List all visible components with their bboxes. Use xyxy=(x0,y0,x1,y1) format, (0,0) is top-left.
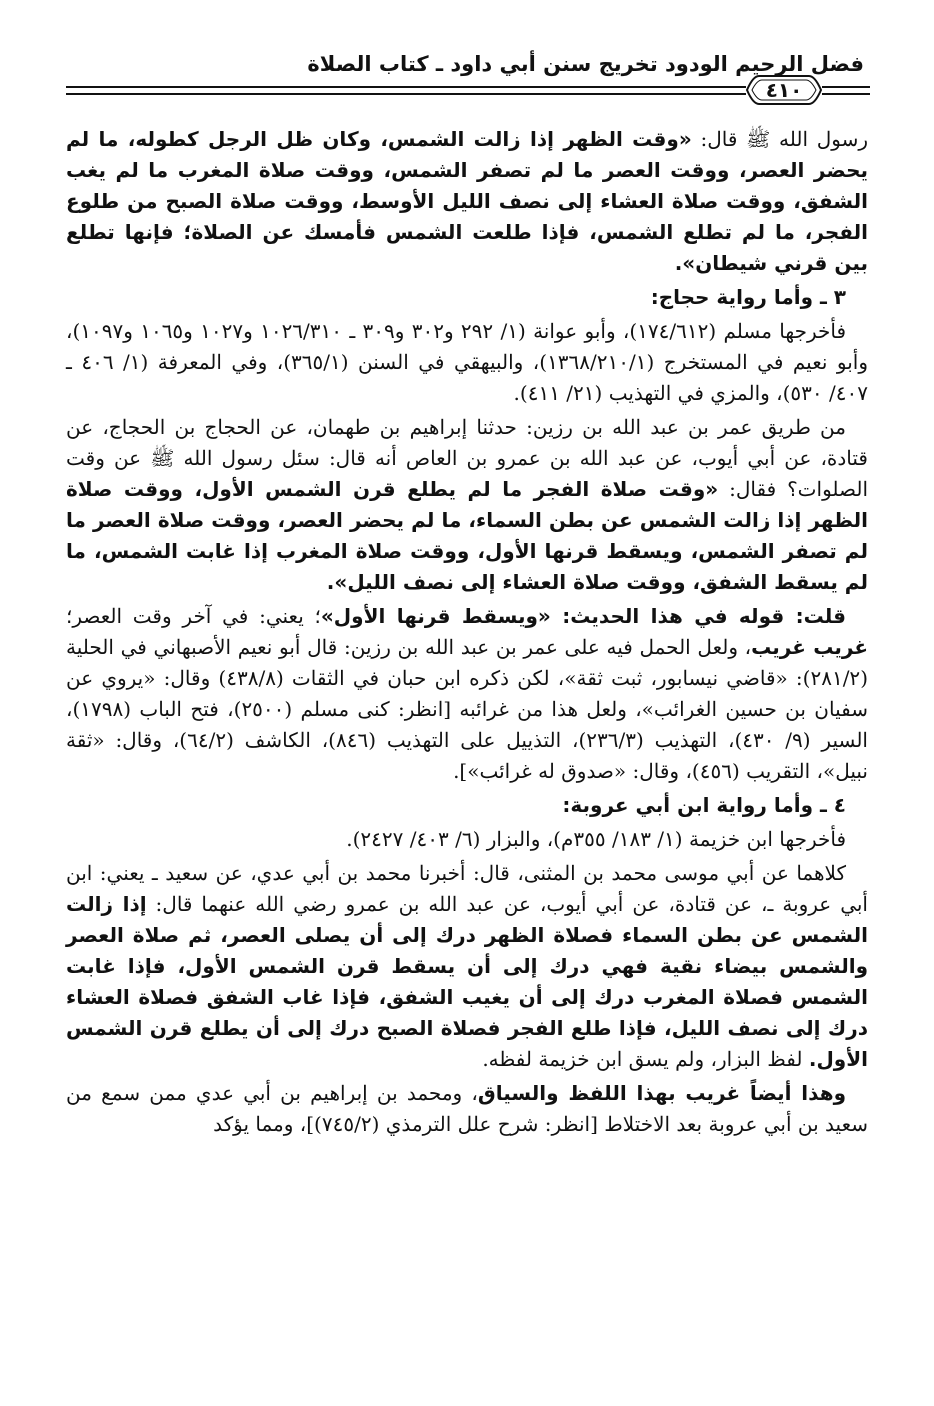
paragraph-isnad-hajjaj xyxy=(66,412,868,598)
commentary-lead: قلت: قوله في هذا الحديث: «ويسقط قرنها الأول» xyxy=(320,604,846,628)
paragraph-hadith-text xyxy=(66,124,868,279)
paragraph-text: ، ولعل الحمل فيه على عمر بن عبد الله بن رزين: قال أبو نعيم الأصبهاني في الحلية (٢٨١/٢): «قاضي نيسابور، ثبت ثقة»، لكن ذكره ابن حبان في الثقات (٤٣٨/٨) وقال: «يروي عن سفيان بن حسين الغرائب»، ولعل هذا من غرائبه [انظر: كنى مسلم (٢٥٠٠)، فتح الباب (١٧٩٨)، السير (٩/ ٤٣٠)، التهذيب (٢٣٦/٣)، التذييل على التهذيب (٨٤٦)، الكاشف (٦٤/٢)، وقال: «ثقة نبيل»، التقريب (٤٥٦)، وقال: «صدوق له غرائب»]. xyxy=(66,635,868,783)
hadith-quote: «وقت صلاة الفجر ما لم يطلع قرن الشمس الأول، ووقت صلاة الظهر إذا زالت الشمس عن بطن السماء، ما لم يحضر العصر، ووقت صلاة العصر ما لم تصفر الشمس، ويسقط قرنها الأول، ووقت صلاة المغرب إذا غابت الشمس، ما لم يسقط الشفق، ووقت صلاة العشاء إلى نصف الليل». xyxy=(66,477,868,594)
page-number-badge xyxy=(745,73,823,107)
section-heading-ibn-abi-aruba: ٤ ـ وأما رواية ابن أبي عروبة: xyxy=(562,793,846,817)
paragraph-isnad-ibn-abi-aruba xyxy=(66,858,868,1075)
paragraph-takhrij-hajjaj: فأخرجها مسلم (١٧٤/٦١٢)، وأبو عوانة (١/ ٢٩٢ و٣٠٢ و٣٠٩ ـ ١٠٢٦/٣١٠ و١٠٢٧ و١٠٦٥ و١٠٩٧)، وأبو نعيم في المستخرج (١٣٦٨/٢١٠/١)، والبيهقي في السنن (٣٦٥/١)، وفي المعرفة (١/ ٤٠٦ ـ ٤٠٧/ ٥٣٠)، والمزي في التهذيب (٢١/ ٤١١). xyxy=(66,319,868,405)
athar-quote: إذا زالت الشمس عن بطن السماء فصلاة الظهر درك إلى أن يصلى العصر، ثم صلاة العصر والشمس بيضاء نقية فهي درك إلى أن يسقط قرن الشمس الأول، فإذا غابت الشمس فصلاة المغرب درك إلى أن يغيب الشفق، فإذا غاب الشفق فصلاة العشاء درك إلى نصف الليل، فإذا طلع الفجر فصلاة الصبح درك إلى أن يطلع قرن الشمس الأول. xyxy=(66,892,868,1071)
commentary-verdict: وهذا أيضاً غريب بهذا اللفظ والسياق xyxy=(477,1081,847,1105)
header-rule-top xyxy=(66,86,746,88)
header-rule-bottom xyxy=(66,93,746,95)
commentary-verdict: غريب غريب xyxy=(751,635,868,659)
paragraph-text: من طريق عمر بن عبد الله بن رزين: حدثنا إبراهيم بن طهمان، عن الحجاج بن الحجاج، عن قتادة، عن أبي أيوب، عن عبد الله بن عمرو بن العاص أنه قال: سئل رسول الله ﷺ عن وقت الصلوات؟ فقال: xyxy=(66,415,869,501)
paragraph-text: كلاهما عن أبي موسى محمد بن المثنى، قال: أخبرنا محمد بن أبي عدي، عن سعيد ـ يعني: ابن أبي عروبة ـ، عن قتادة، عن أبي أيوب، عن عبد الله بن عمرو رضي الله عنهما قال: xyxy=(66,861,868,916)
paragraph-text: لفظ البزار، ولم يسق ابن خزيمة لفظه. xyxy=(482,1047,809,1071)
paragraph-final-commentary xyxy=(66,1078,868,1140)
section-heading-hajjaj: ٣ ـ وأما رواية حجاج: xyxy=(650,285,846,309)
paragraph-text: ؛ يعني: في آخر وقت العصر؛ xyxy=(66,604,321,628)
paragraph-text: ، ومحمد بن إبراهيم بن أبي عدي ممن سمع من سعيد بن أبي عروبة بعد الاختلاط [انظر: شرح علل الترمذي (٧٤٥/٢)]، ومما يؤكد xyxy=(66,1081,868,1136)
page-number: ٤١٠ xyxy=(765,78,803,102)
paragraph-commentary xyxy=(66,601,868,787)
running-header-title: فضل الرحيم الودود تخريج سنن أبي داود ـ كتاب الصلاة xyxy=(307,52,864,76)
paragraph-takhrij-ibn-abi-aruba: فأخرجها ابن خزيمة (١/ ١٨٣/ ٣٥٥م)، والبزار (٦/ ٤٠٣/ ٢٤٢٧). xyxy=(346,827,846,851)
hadith-quote: «وقت الظهر إذا زالت الشمس، وكان ظل الرجل كطوله، ما لم يحضر العصر، ووقت العصر ما لم تصفر الشمس، ووقت صلاة المغرب ما لم يغب الشفق، ووقت صلاة العشاء إلى نصف الليل الأوسط، ووقت صلاة الصبح من طلوع الفجر، ما لم تطلع الشمس، فإذا طلعت الشمس فأمسك عن الصلاة؛ فإنها تطلع بين قرني شيطان». xyxy=(66,127,868,275)
paragraph-text: رسول الله ﷺ قال: xyxy=(691,127,868,151)
page-body xyxy=(66,124,868,1143)
header-rule-right-bottom xyxy=(822,93,870,95)
header-rule-right-top xyxy=(822,86,870,88)
